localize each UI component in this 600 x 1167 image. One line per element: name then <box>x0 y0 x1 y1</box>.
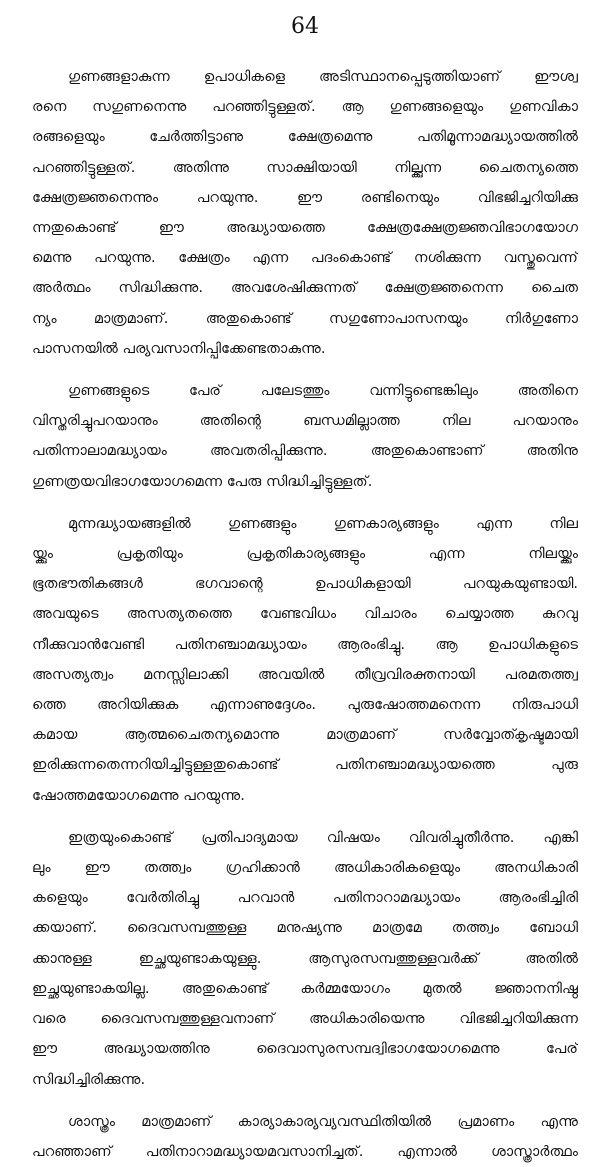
text-line: ഇച്ഛയുണ്ടാകയില്ല. അതുകൊണ്ട് കർമ്മയോഗം മുതൽ ജ്ഞാനനിഷ്ഠ <box>32 979 578 997</box>
text-line: വരെ ദൈവസമ്പത്തുള്ളവനാണ് അധികാരിയെന്നു വിഭജിച്ചറിയിക്കുന്ന <box>32 1010 578 1028</box>
text-line: കമായ ആത്മചൈതന്യമൊന്നു മാത്രമാണ് സർവ്വോത്കൃഷ്ടമായി <box>32 726 578 744</box>
text-line: ക്കാനുള്ള ഇച്ഛയുണ്ടാകയുള്ളു. ആസുരസമ്പത്തുള്ളവർക്ക് അതിൽ <box>32 949 578 967</box>
text-line: നീക്കുവാൻവേണ്ടി പതിനഞ്ചാമദ്ധ്യായം ആരംഭിച്ചു. ആ ഉപാധികളുടെ <box>32 635 578 653</box>
text-line: ത്തെ അറിയിക്കുക എന്നാണുദ്ദേശം. പുരുഷോത്തമനെന്ന നിരുപാധി <box>32 696 578 714</box>
text-line: ശാസ്ത്രം മാത്രമാണ് കാര്യാകാര്യവ്യവസ്ഥിതിയിൽ പ്രമാണം എന്നു <box>68 1112 578 1130</box>
text-line: അർത്ഥം സിദ്ധിക്കുന്നു. അവശേഷിക്കുന്നത് ക്ഷേത്രജ്ഞനെന്ന ചൈത <box>32 279 578 297</box>
text-line: പതിന്നാലാമദ്ധ്യായം അവതരിപ്പിക്കുന്നു. അതുകൊണ്ടാണ് അതിനു <box>32 442 578 460</box>
text-line: ഈ അദ്ധ്യായത്തിനു ദൈവാസുരസമ്പദ്വിഭാഗയോഗമെന്നു പേര് <box>32 1040 578 1058</box>
paragraph <box>32 376 578 497</box>
text-line: അസത്യത്വം മനസ്സിലാക്കി അവയിൽ തീവ്രവിരക്തനായി പരമതത്ത്വ <box>32 665 578 683</box>
text-line: ലും ഈ തത്ത്വം ഗ്രഹിക്കാൻ അധികാരികളെയും അനധികാരി <box>32 859 578 877</box>
text-line: സിദ്ധിച്ചിരിക്കുന്നു. <box>32 1070 146 1088</box>
text-line: ന്യം മാത്രമാണ്. അതുകൊണ്ട് സഗുണോപാസനയും നിർഗുണോ <box>32 309 578 327</box>
text-line: ഗുണങ്ങളുടെ പേര് പലേടത്തും വന്നിട്ടുണ്ടെങ്കിലും അതിനെ <box>68 382 578 400</box>
text-line: മുന്നദ്ധ്യായങ്ങളിൽ ഗുണങ്ങളും ഗുണകാര്യങ്ങളും എന്ന നില <box>68 514 578 532</box>
text-line: വിസ്തരിച്ചുപറയാനും അതിന്റെ ബന്ധമില്ലാത്ത നില പറയാനും <box>32 412 578 430</box>
text-line: യ്ക്കും പ്രകൃതിയും പ്രകൃതികാര്യങ്ങളും എന്ന നിലയ്ക്കും <box>32 545 578 563</box>
paragraph <box>32 1107 578 1167</box>
text-line: രങ്ങളെയും ചേർത്തിട്ടാണു ക്ഷേത്രമെന്നു പതിമൂന്നാമദ്ധ്യായത്തിൽ <box>32 128 578 146</box>
text-line: രനെ സഗുണനെന്നു പറഞ്ഞിട്ടുള്ളത്. ആ ഗുണങ്ങളെയും ഗുണവികാ <box>32 98 578 116</box>
text-line: ഗുണത്രയവിഭാഗയോഗമെന്ന പേരു സിദ്ധിച്ചിട്ടുള്ളത്. <box>32 472 373 490</box>
text-line: ഗുണങ്ങളാകുന്ന ഉപാധികളെ അടിസ്ഥാനപ്പെടുത്തിയാണ് ഈശ്വ <box>68 68 578 85</box>
text-line: ന്നതുകൊണ്ട് ഈ അദ്ധ്യായത്തെ ക്ഷേത്രക്ഷേത്രജ്ഞവിഭാഗയോഗ <box>32 219 578 237</box>
text-line: ക്കയാണ്. ദൈവസമ്പത്തുള്ള മനുഷ്യന്നു മാത്രമേ തത്ത്വം ബോധി <box>32 919 578 937</box>
page-number: 64 <box>291 14 319 39</box>
text-line: പറഞ്ഞാണ് പതിനാറാമദ്ധ്യായമവസാനിച്ചത്. എന്നാൽ ശാസ്ത്രാർത്ഥം <box>32 1142 578 1160</box>
text-line: ഇരിക്കുന്നതെന്നറിയിച്ചിട്ടുള്ളതുകൊണ്ട് പതിനഞ്ചാമദ്ധ്യായത്തെ പുരു <box>32 756 578 774</box>
text-line: ഷോത്തമയോഗമെന്നു പറയുന്നു. <box>32 786 245 804</box>
text-line: കളെയും വേർതിരിച്ചു പറവാൻ പതിനാറാമദ്ധ്യായം ആരംഭിച്ചിരി <box>32 889 578 907</box>
paragraph <box>32 509 578 811</box>
text-line: അവയുടെ അസത്യതത്തെ വേണ്ടവിധം വിചാരം ചെയ്യാത്ത കുറവു <box>32 605 578 623</box>
text-line: ഭൂതഭൗതികങ്ങൾ ഭഗവാന്റെ ഉപാധികളായി പറയുകയുണ്ടായി. <box>32 575 578 593</box>
text-line: പാസനയിൽ പര്യവസാനിപ്പിക്കേണ്ടതാകുന്നു. <box>32 339 326 357</box>
paragraph <box>32 62 578 364</box>
text-line: ക്ഷേത്രജ്ഞനെന്നും പറയുന്നു. ഈ രണ്ടിനെയും വിഭജിച്ചറിയിക്കു <box>32 188 578 206</box>
text-line: ഇത്രയുംകൊണ്ട് പ്രതിപാദ്യമായ വിഷയം വിവരിച്ചുതീർന്നു. എങ്കി <box>68 828 578 846</box>
text-line: മെന്നു പറയുന്നു. ക്ഷേത്രം എന്ന പദംകൊണ്ട് നശിക്കുന്ന വസ്തുവെന്ന് <box>32 249 578 267</box>
body-text <box>32 62 578 1167</box>
text-line: പറഞ്ഞിട്ടുള്ളത്. അതിന്നു സാക്ഷിയായി നില്ക്കുന്ന ചൈതന്യത്തെ <box>32 158 578 176</box>
paragraph <box>32 823 578 1095</box>
